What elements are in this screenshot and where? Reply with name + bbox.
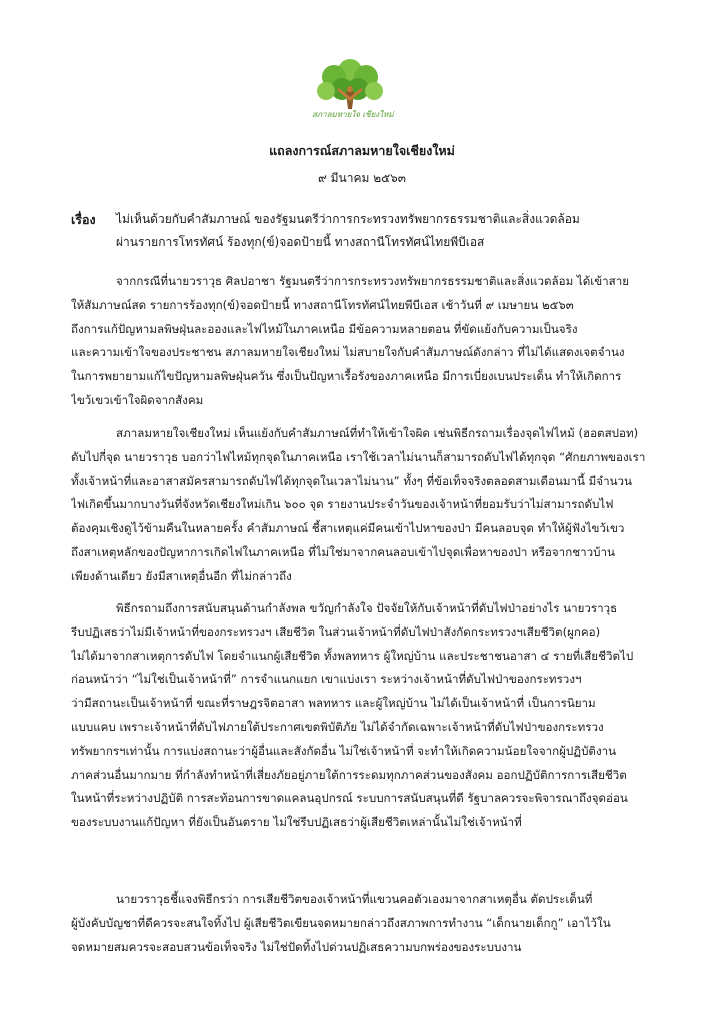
paragraph-line: จากกรณีที่นายวราวุธ ศิลปอาชา รัฐมนตรีว่าการกระทรวงทรัพยากรธรรมชาติและสิ่งแวดล้อม ได้เข้าสาย — [116, 274, 630, 288]
paragraph-line: ไขว้เขวเข้าใจผิดจากสังคม — [71, 392, 204, 407]
paragraph-line: ในหน้าที่ระหว่างปฏิบัติ การสะท้อนการขาดแคลนอุปกรณ์ ระบบการสนับสนุนที่ดี รัฐบาลควรจะพิจารณาถึงจุดอ่อน — [71, 791, 628, 806]
paragraph-line: ภาคส่วนอื่นมากมาย ที่กำลังทำหน้าที่เสี่ยงภัยอยู่ภายใต้การระดมทุกภาคส่วนของสังคม ออกปฏิบัติการการเสียชีวิต — [71, 767, 627, 782]
paragraph-line: ทรัพยากรฯเท่านั้น การแบ่งสถานะว่าผู้อื่นและสังกัดอื่น ไม่ใช่เจ้าหน้าที่ จะทำให้เกิดความน้อยใจจากผู้ปฏิบัติงาน — [71, 743, 617, 758]
paragraph-1 — [71, 270, 656, 413]
paragraph-line: ในการพยายามแก้ไขปัญหามลพิษฝุ่นควัน ซึ่งเป็นปัญหาเรื้อรังของภาคเหนือ มีการเบี่ยงเบนประเด็น ทำให้เกิดการ — [71, 369, 622, 384]
paragraph-line: แบบแคบ เพราะเจ้าหน้าที่ดับไฟภายใต้ประกาศเขตพิบัติภัย ไม่ได้จำกัดเฉพาะเจ้าหน้าที่ดับไฟป่าของกระทรวง — [71, 719, 604, 734]
paragraph-line: ว่ามีสถานะเป็นเจ้าหน้าที่ ขณะที่ราษฎรจิตอาสา พลทหาร และผู้ใหญ่บ้าน ไม่ได้เป็นเจ้าหน้าที่ เป็นการนิยาม — [71, 696, 596, 711]
paragraph-line: รีบปฏิเสธว่าไม่มีเจ้าหน้าที่ของกระทรวงฯ เสียชีวิต ในส่วนเจ้าหน้าที่ดับไฟป่าสังกัดกระทรวงฯเสียชีวิต(ผูกคอ) — [71, 624, 601, 639]
statement-title: แถลงการณ์สภาลมหายใจเชียงใหม่ — [269, 143, 455, 158]
paragraph-line: นายวราวุธชี้แจงพิธีกรว่า การเสียชีวิตของเจ้าหน้าที่แขวนคอตัวเองมาจากสาเหตุอื่น ตัดประเด็นที่ — [116, 892, 593, 906]
paragraph-line: ก่อนหน้าว่า “ไม่ใช่เป็นเจ้าหน้าที่” การจำแนกแยก เขาแบ่งเรา ระหว่างเจ้าหน้าที่ดับไฟป่าของกระทรวงฯ — [71, 672, 582, 687]
paragraph-4 — [71, 888, 656, 959]
paragraph-line: พิธีกรถามถึงการสนับสนุนด้านกำลังพล ขวัญกำลังใจ ปัจจัยให้กับเจ้าหน้าที่ดับไฟป่าอย่างไร นายวราวุธ — [116, 601, 618, 615]
paragraph-line: และความเข้าใจของประชาชน สภาลมหายใจเชียงใหม่ ไม่สบายใจกับคำสัมภาษณ์ดังกล่าว ที่ไม่ได้แสดงเจตจำนง — [71, 345, 625, 360]
paragraph-line: ต้องคุมเชิงดูไว้ข้ามคืนในหลายครั้ง คำสัมภาษณ์ ชี้สาเหตุแค่มีคนเข้าไปหาของป่า มีคนลอบจุด ทำให้ผู้ฟังไขว้เขว — [71, 521, 625, 536]
subject-label: เรื่อง — [71, 212, 96, 227]
paragraph-line: ดับไปกี่จุด นายวราวุธ บอกว่าไฟไหม้ทุกจุดในภาคเหนือ เราใช้เวลาไม่นานก็สามารถดับไฟได้ทุกจุด “ศักยภาพของเรา — [71, 449, 646, 464]
paragraph-line: ไม่ได้มาจากสาเหตุการดับไฟ โดยจำแนกผู้เสียชีวิต ทั้งพลทหาร ผู้ใหญ่บ้าน และประชาชนอาสา ๔ รายที่เสียชีวิตไป — [71, 648, 634, 663]
paragraph-line: ถึงสาเหตุหลักของปัญหาการเกิดไฟในภาคเหนือ ที่ไม่ใช่มาจากคนลอบเข้าไปจุดเพื่อหาของป่า หรือจากชาวบ้าน — [71, 544, 615, 559]
paragraph-line: ของระบบงานแก้ปัญหา ที่ยังเป็นอันตราย ไม่ใช่รีบปฏิเสธว่าผู้เสียชีวิตเหล่านั้นไม่ใช่เจ้าหน้าที่ — [71, 815, 522, 830]
paragraph-line: เพียงด้านเดียว ยังมีสาเหตุอื่นอีก ที่ไม่กล่าวถึง — [71, 568, 292, 583]
paragraph-line: ทั้งเจ้าหน้าที่และอาสาสมัครสามารถดับไฟได้ทุกจุดในเวลาไม่นาน” ทั้งๆ ที่ข้อเท็จจริงตลอดสามเดือนมานี้ มีจำนวน — [71, 473, 632, 488]
subject-line: ไม่เห็นด้วยกับคำสัมภาษณ์ ของรัฐมนตรีว่าการกระทรวงทรัพยากรธรรมชาติและสิ่งแวดล้อม — [116, 212, 580, 226]
paragraph-2 — [71, 422, 656, 589]
paragraph-3 — [71, 597, 656, 835]
paragraph-line: ให้สัมภาษณ์สด รายการร้องทุก(ข์)จอดป้ายนี้ ทางสถานีโทรทัศน์ไทยพีบีเอส เช้าวันที่ ๙ เมษายน ๒๕๖๓ — [71, 297, 574, 312]
paragraph-line: ผู้บังคับบัญชาที่ดีควรจะสนใจทิ้งไป ผู้เสียชีวิตเขียนจดหมายกล่าวถึงสภาพการทำงาน “เด็กนายเด็กกู” เอาไว้ใน — [71, 915, 611, 930]
logo-text: สภาลมหายใจ เชียงใหม่ — [312, 110, 394, 119]
subject-line: ผ่านรายการโทรทัศน์ ร้องทุก(ข์)จอดป้ายนี้ ทางสถานีโทรทัศน์ไทยพีบีเอส — [116, 235, 485, 249]
paragraph-line: สภาลมหายใจเชียงใหม่ เห็นแย้งกับคำสัมภาษณ์ที่ทำให้เข้าใจผิด เช่นพิธีกรถามเรื่องจุดไฟไหม้ (ฮอตสปอท) — [116, 426, 639, 440]
paragraph-line: ไฟเกิดขึ้นมากบางวันที่จังหวัดเชียงใหม่เกิน ๖๐๐ จุด รายงานประจำวันของเจ้าหน้าที่ยอมรับว่าไม่สามารถดับไฟ — [71, 497, 614, 512]
paragraph-line: จดหมายสมควรจะสอบสวนข้อเท็จจริง ไม่ใช่ปัดทิ้งไปด่วนปฏิเสธความบกพร่องของระบบงาน — [71, 939, 522, 954]
statement-date: ๙ มีนาคม ๒๕๖๓ — [317, 171, 407, 185]
paragraph-line: ถึงการแก้ปัญหามลพิษฝุ่นละอองและไฟไหม้ในภาคเหนือ มีข้อความหลายตอน ที่ขัดแย้งกับความเป็นจริง — [71, 321, 578, 336]
